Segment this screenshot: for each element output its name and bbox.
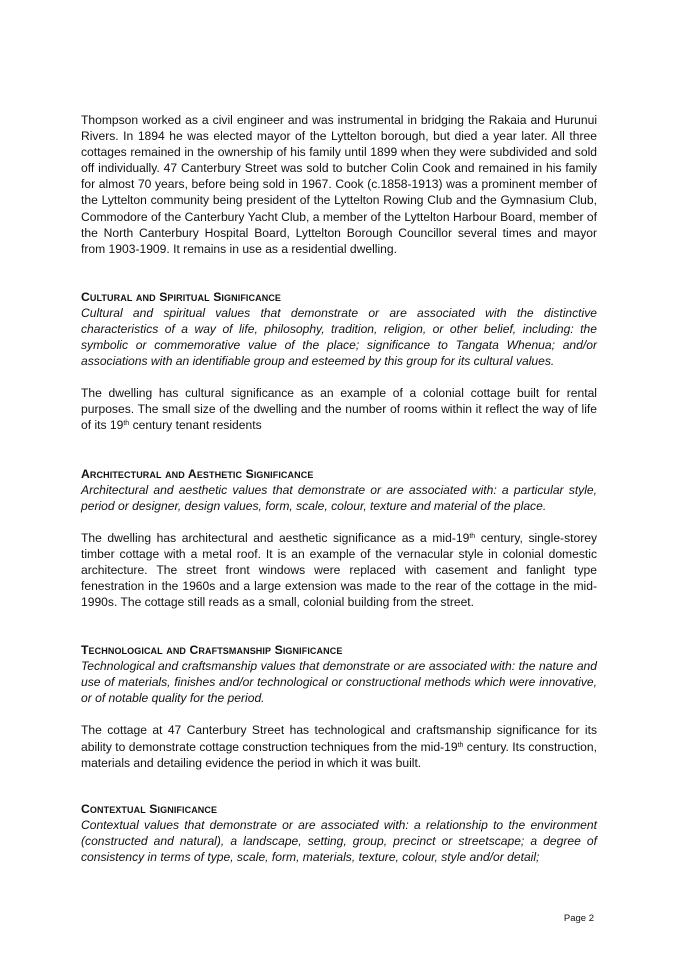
intro-paragraph: Thompson worked as a civil engineer and was instrumental in bridging the Rakaia and Hurunui Rivers. In 1894 he was elected mayor of the Lyttelton borough, but died a year later. All three cottages remained in the ownership of his family until 1899 when they were subdivided and sold off individually. 47 Canterbury Street was sold to butcher Colin Cook and remained in his family for almost 70 years, before being sold in 1967. Cook (c.1858-1913) was a prominent member of the Lyttelton community being president of the Lyttelton Rowing Club and the Gymnasium Club, Commodore of the Canterbury Yacht Club, a member of the Lyttelton Harbour Board, member of the North Canterbury Hospital Board, Lyttelton Borough Councillor several times and mayor from 1903-1909. It remains in use as a residential dwelling.	[81, 113, 597, 256]
cultural-body	[81, 385, 597, 433]
technological-section	[81, 642, 597, 771]
contextual-definition: Contextual values that demonstrate or are associated with: a relationship to the environment (constructed and natural), a landscape, setting, group, precinct or streetscape; a degree of consistency in terms of type, scale, form, materials, texture, colour, style and/or detail;	[81, 817, 597, 864]
cultural-heading: Cultural and Spiritual Significance	[81, 289, 282, 304]
architectural-heading: Architectural and Aesthetic Significance	[81, 466, 314, 481]
contextual-heading: Contextual Significance	[81, 801, 218, 816]
cultural-definition: Cultural and spiritual values that demonstrate or are associated with the distinctive characteristics of a way of life, philosophy, tradition, religion, or other belief, including: the symbolic or commemorative value of the place; significance to Tangata Whenua; and/or associations with an identifiable group and esteemed by this group for its cultural values.	[81, 305, 597, 369]
technological-definition: Technological and craftsmanship values that demonstrate or are associated with: the nature and use of materials, finishes and/or technological or constructional methods which were innovative, or of notable quality for the period.	[81, 659, 597, 706]
architectural-body-text-start: The dwelling has architectural and aesthetic significance as a mid-19	[81, 530, 470, 545]
architectural-section	[81, 466, 597, 611]
page-number: Page 2	[563, 913, 594, 924]
technological-heading: Technological and Craftsmanship Significance	[81, 643, 343, 658]
cultural-body-text-start: The dwelling has cultural significance as an example of a colonial cottage built for rental purposes. The small size of the dwelling and the number of rooms within it reflect the way of life of its 19	[81, 386, 597, 433]
technological-body	[81, 722, 597, 770]
ordinal-suffix: th	[457, 741, 464, 749]
ordinal-suffix: th	[123, 420, 130, 428]
architectural-body-text-end: century, single-storey timber cottage with a metal roof. It is an example of the vernacular style in colonial domestic architecture. The street front windows were replaced with casement and fanlight type fenestration in the 1960s and a large extension was made to the rear of the cottage in the mid-1990s. The cottage still reads as a small, colonial building from the street.	[81, 530, 598, 610]
ordinal-suffix: th	[469, 532, 476, 540]
page-content	[81, 112, 597, 865]
cultural-body-text-end: century tenant residents	[129, 418, 262, 433]
architectural-body	[81, 530, 597, 610]
technological-body-text-start: The cottage at 47 Canterbury Street has technological and craftsmanship significance for its ability to demonstrate cottage construction techniques from the mid-19	[81, 723, 597, 754]
architectural-definition: Architectural and aesthetic values that demonstrate or are associated with: a particular style, period or designer, design values, form, scale, colour, texture and material of the place.	[81, 482, 597, 513]
cultural-section	[81, 289, 597, 434]
technological-body-text-end: century. Its construction, materials and detailing evidence the period in which it was built.	[81, 739, 597, 770]
contextual-section	[81, 801, 597, 865]
